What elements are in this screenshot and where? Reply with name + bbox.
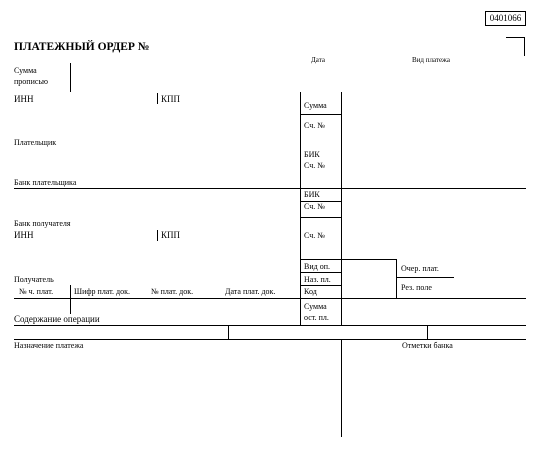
form-code: 0401066 bbox=[485, 11, 526, 26]
payer-label: Плательщик bbox=[14, 138, 57, 147]
sum-label: Сумма bbox=[304, 101, 327, 110]
operation-content-label: Содержание операции bbox=[14, 314, 100, 324]
partial-no-label: № ч. плат. bbox=[19, 287, 54, 296]
purpose-code-label: Наз. пл. bbox=[304, 275, 331, 284]
doc-columns-line bbox=[14, 298, 526, 299]
recipient-kpp-label: КПП bbox=[161, 230, 181, 240]
right-column-line-a bbox=[300, 92, 301, 325]
op-block-top-line bbox=[300, 259, 397, 260]
doc-code-label: Шифр плат. док. bbox=[74, 287, 131, 296]
bank-marks-divider bbox=[341, 339, 342, 437]
remaining-label-1: Сумма bbox=[304, 302, 327, 311]
queue-divider bbox=[396, 259, 397, 299]
doc-date-label: Дата плат. док. bbox=[225, 287, 276, 296]
bank-marks-label: Отметки банка bbox=[402, 341, 453, 350]
amount-words-label-2: прописью bbox=[14, 77, 49, 86]
recipient-bank-label: Банк получателя bbox=[14, 219, 71, 228]
recipient-inn-label: ИНН bbox=[14, 230, 34, 240]
recipient-bank-line bbox=[300, 217, 342, 218]
queue-label: Очер. плат. bbox=[401, 264, 439, 273]
payer-kpp-divider bbox=[157, 93, 158, 104]
page-title: ПЛАТЕЖНЫЙ ОРДЕР № bbox=[14, 41, 150, 53]
amount-words-divider bbox=[70, 63, 71, 92]
recipient-label: Получатель bbox=[14, 275, 54, 284]
payer-account-label: Сч. № bbox=[304, 121, 325, 130]
code-label: Код bbox=[304, 287, 317, 296]
date-label: Дата bbox=[311, 56, 325, 64]
op-type-label: Вид оп. bbox=[304, 262, 330, 271]
doc-no-label: № плат. док. bbox=[151, 287, 194, 296]
operation-col-divider-2 bbox=[427, 325, 428, 339]
recipient-kpp-divider bbox=[157, 230, 158, 241]
sum-underline bbox=[300, 114, 342, 115]
queue-underline bbox=[396, 277, 454, 278]
payer-bank-label: Банк плательщика bbox=[14, 178, 77, 187]
payer-kpp-label: КПП bbox=[161, 94, 181, 104]
purpose-top-line bbox=[14, 339, 526, 340]
payer-inn-label: ИНН bbox=[14, 94, 34, 104]
corner-mark-top bbox=[506, 37, 525, 38]
reserve-label: Рез. поле bbox=[401, 283, 432, 292]
op-type-underline bbox=[300, 272, 342, 273]
recipient-bank-account-label: Сч. № bbox=[304, 202, 325, 211]
amount-words-label-1: Сумма bbox=[14, 66, 37, 75]
payer-bank-account-label: Сч. № bbox=[304, 161, 325, 170]
purpose-code-underline bbox=[300, 285, 342, 286]
doc-col-divider bbox=[70, 285, 71, 314]
operation-col-divider-1 bbox=[228, 325, 229, 339]
payment-purpose-label: Назначение платежа bbox=[14, 341, 84, 350]
payer-bank-line bbox=[14, 188, 526, 189]
recipient-account-label: Сч. № bbox=[304, 231, 325, 240]
remaining-label-2: ост. пл. bbox=[304, 313, 329, 322]
recipient-bank-bik-label: БИК bbox=[304, 190, 320, 199]
corner-mark-side bbox=[524, 37, 525, 56]
payer-bank-bik-label: БИК bbox=[304, 150, 320, 159]
payment-type-label: Вид платежа bbox=[412, 56, 451, 64]
right-column-line-b bbox=[341, 92, 342, 325]
operation-content-line bbox=[14, 325, 526, 326]
